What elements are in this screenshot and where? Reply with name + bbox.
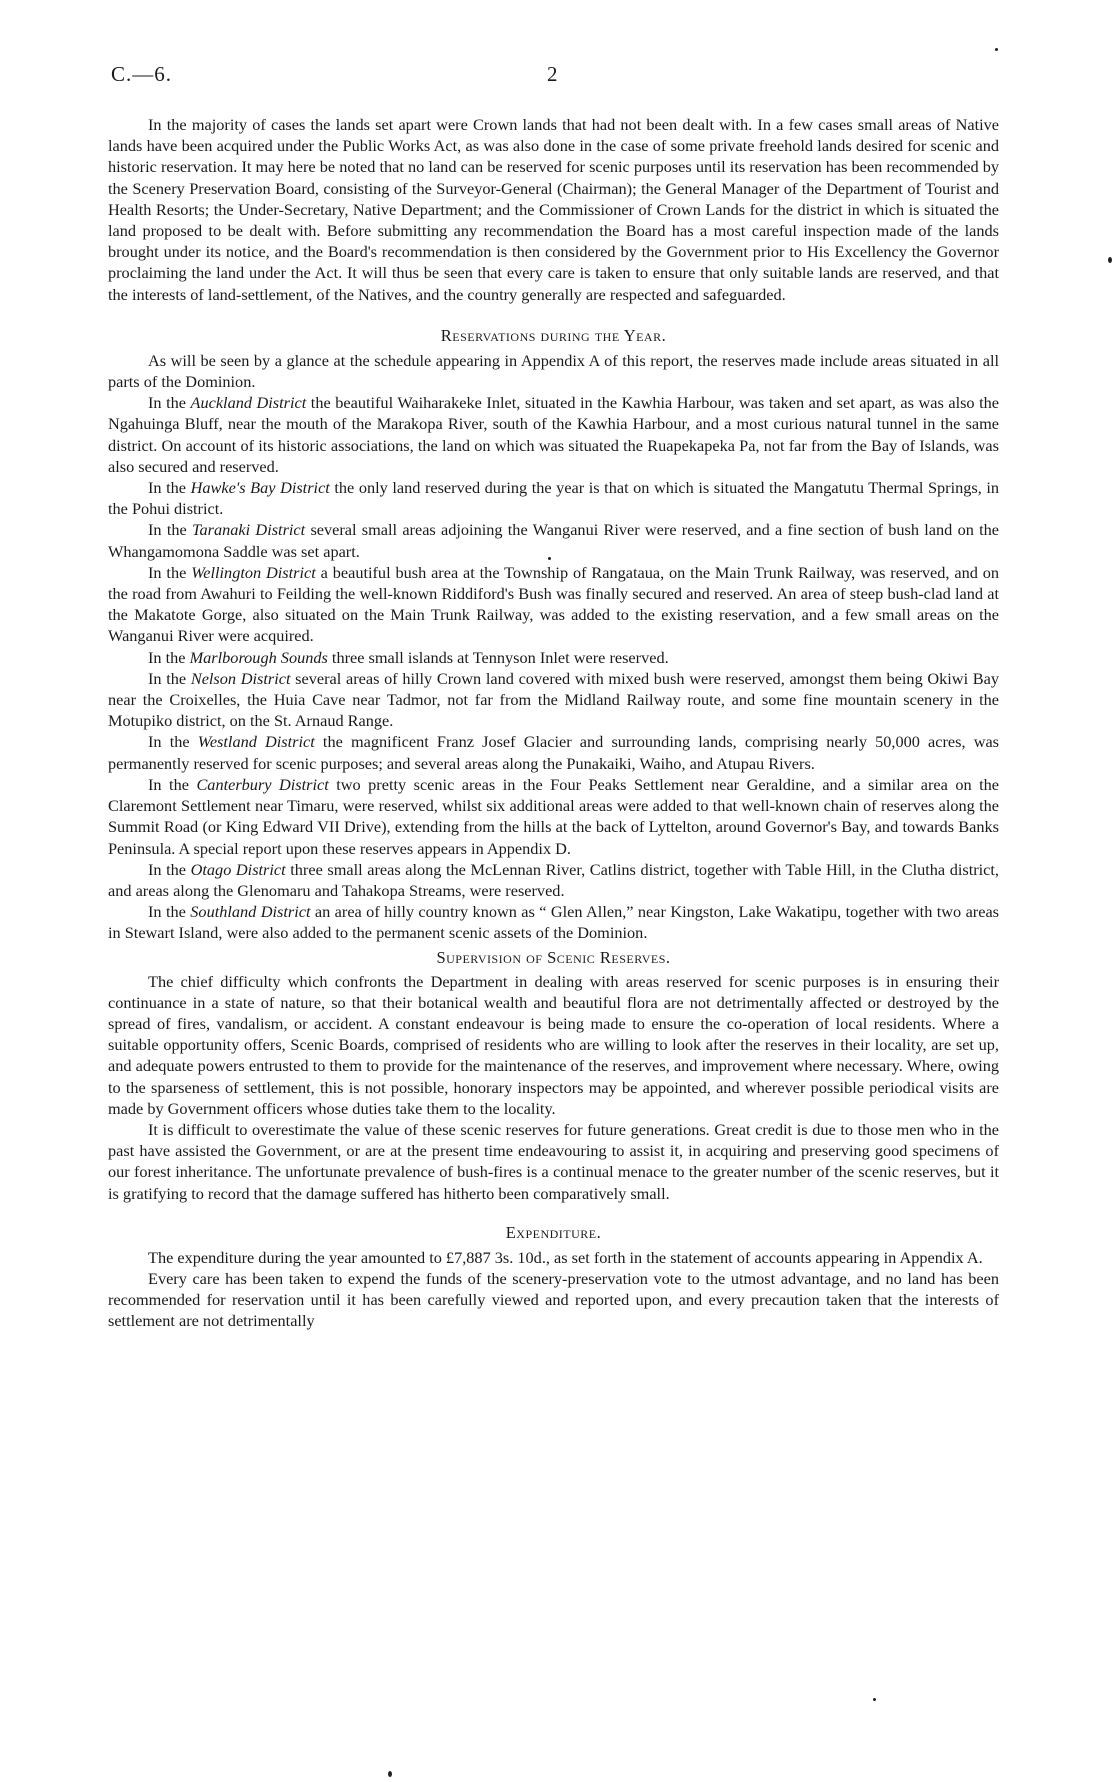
district-name: Auckland District	[190, 393, 307, 413]
page-header	[111, 62, 997, 92]
auckland-paragraph	[108, 392, 999, 477]
paragraph-lead: In the	[148, 668, 191, 688]
paragraph-lead: In the	[148, 393, 191, 413]
paragraph-text: an area of hilly country known as “ Glen Allen,” near Kingston, Lake Wakatipu, together with two areas in Stewart Island, were also added to the permanent scenic assets of the Dominion.	[108, 902, 1000, 943]
wellington-paragraph	[108, 562, 999, 647]
supervision-paragraph-1: The chief difficulty which confronts the Department in dealing with areas reserved for scenic purposes is in ensuring their continuance in a state of nature, so that their botanical wealth and beautiful flora are not detrimentally affected or destroyed by the spread of fires, vandalism, or accident. A constant endeavour is being made to ensure the co-operation of local residents. Where a suitable opportunity offers, Scenic Boards, comprised of residents who are willing to look after the reserves in their locality, are set up, and adequate powers entrusted to them to provide for the maintenance of the reserves, and improvement where necessary. Where, owing to the sparseness of settlement, this is not possible, honorary inspectors may be appointed, and wherever possible periodical visits are made by Government officers whose duties take them to the locality.	[108, 971, 999, 1118]
paragraph-text: three small areas along the McLennan River, Catlins district, together with Table Hill, in the Clutha district, and areas along the Glenomaru and Tahakopa Streams, were reserved.	[108, 859, 1000, 900]
paragraph-text: three small islands at Tennyson Inlet were reserved.	[327, 647, 669, 667]
marlborough-paragraph	[108, 647, 999, 668]
nelson-paragraph	[108, 668, 999, 732]
reservations-intro-paragraph: As will be seen by a glance at the schedule appearing in Appendix A of this report, the reserves made include areas situated in all parts of the Dominion.	[108, 350, 999, 392]
paragraph-text: the beautiful Waiharakeke Inlet, situated in the Kawhia Harbour, was taken and set apart, as was also the Ngahuinga Bluff, near the mouth of the Marakopa River, south of the Kawhia Harbour, and a most curious natural tunnel in the same district. On account of its historic associations, the land on which was situated the Ruapekapeka Pa, not far from the Bay of Islands, was also secured and reserved.	[108, 393, 999, 476]
paragraph-lead: In the	[148, 478, 191, 498]
paragraph-text: the only land reserved during the year is that on which is situated the Mangatutu Thermal Springs, in the Pohui district.	[108, 478, 1000, 519]
scan-speck	[548, 557, 551, 560]
report-code: C.—6.	[111, 62, 173, 86]
page-number: 2	[547, 62, 558, 86]
paragraph-lead: In the	[148, 520, 192, 540]
supervision-paragraph-2: It is difficult to overestimate the value of these scenic reserves for future generations. Great credit is due to those men who in the past have assisted the Government, or are at the present time endeavouring to assist it, in acquiring and preserving good specimens of our forest inheritance. The unfortunate prevalence of bush-fires is a continual menace to the greater number of the scenic reserves, but it is gratifying to record that the damage suffered has hitherto been comparatively small.	[108, 1119, 999, 1203]
paragraph-lead: In the	[148, 562, 192, 582]
paragraph-text: two pretty scenic areas in the Four Peaks Settlement near Geraldine, and a similar area on the Claremont Settlement near Timaru, were reserved, whilst six additional areas were added to that well-known chain of reserves along the Summit Road (or King Edward VII Drive), extending from the hills at the back of Lyttelton, around Governor's Bay, and towards Banks Peninsula. A special report upon these reserves appears in Appendix D.	[108, 774, 1000, 858]
paragraph-text: the magnificent Franz Josef Glacier and surrounding lands, comprising nearly 50,000 acres, was permanently reserved for scenic purposes; and several areas along the Punakaiki, Waiho, and Atupau Rivers.	[108, 732, 1000, 773]
southland-paragraph	[108, 901, 999, 943]
district-name: Westland District	[197, 732, 315, 752]
hawkes-bay-paragraph	[108, 477, 999, 519]
section-heading-reservations: Reservations during the Year.	[440, 325, 667, 345]
district-name: Southland District	[190, 902, 311, 922]
paragraph-lead: In the	[148, 647, 190, 667]
paragraph-text: several small areas adjoining the Wanganui River were reserved, and a fine section of bush land on the Whangamomona Saddle was set apart.	[108, 520, 999, 561]
westland-paragraph	[108, 731, 999, 773]
district-name: Wellington District	[191, 562, 316, 582]
paragraph-lead: In the	[148, 732, 198, 752]
section-heading-expenditure: Expenditure.	[505, 1222, 602, 1242]
scan-speck	[873, 1698, 876, 1701]
expenditure-paragraph-1: The expenditure during the year amounted to £7,887 3s. 10d., as set forth in the statement of accounts appearing in Appendix A.	[148, 1247, 983, 1267]
district-name: Otago District	[190, 859, 286, 879]
district-name: Taranaki District	[191, 520, 306, 540]
page-body	[108, 114, 999, 1332]
section-heading-supervision: Supervision of Scenic Reserves.	[436, 947, 671, 967]
scan-speck	[1108, 257, 1112, 263]
paragraph-lead: In the	[148, 902, 191, 922]
paragraph-lead: In the	[148, 774, 197, 794]
paragraph-text: several areas of hilly Crown land covered with mixed bush were reserved, amongst them being Okiwi Bay near the Croixelles, the Huia Cave near Tadmor, not far from the Midland Railway route, and some fine mountain scenery in the Motupiko district, on the St. Arnaud Range.	[108, 668, 1000, 731]
intro-paragraph: In the majority of cases the lands set apart were Crown lands that had not been dealt with. In a few cases small areas of Native lands have been acquired under the Public Works Act, as was also done in the case of some private freehold lands desired for scenic and historic reservation. It may here be noted that no land can be reserved for scenic purposes until its reservation has been recommended by the Scenery Preservation Board, consisting of the Surveyor-General (Chairman); the General Manager of the Department of Tourist and Health Resorts; the Under-Secretary, Native Department; and the Commissioner of Crown Lands for the district in which is situated the land proposed to be dealt with. Before submitting any recommendation the Board has a most careful inspection made of the lands brought under its notice, and the Board's recommendation is then considered by the Government prior to His Excellency the Governor proclaiming the land under the Act. It will thus be seen that every care is taken to ensure that only suitable lands are reserved, and that the interests of land-settlement, of the Natives, and the country generally are respected and safeguarded.	[108, 115, 999, 304]
district-name: Marlborough Sounds	[189, 647, 328, 667]
paragraph-lead: In the	[148, 859, 191, 879]
scan-speck	[388, 1771, 392, 1777]
paragraph-text: a beautiful bush area at the Township of Rangataua, on the Main Trunk Railway, was reserved, and on the road from Awahuri to Feilding the well-known Riddiford's Bush was finally secured and reserved. An area of steep bush-clad land at the Makatote Gorge, also situated on the Main Trunk Railway, was added to the existing reservation, and a few small areas on the Wanganui River were acquired.	[108, 562, 1000, 646]
scan-speck	[995, 48, 998, 51]
otago-paragraph	[108, 859, 999, 901]
canterbury-paragraph	[108, 774, 999, 859]
expenditure-paragraph-2: Every care has been taken to expend the funds of the scenery-preservation vote to the utmost advantage, and no land has been recommended for reservation until it has been carefully viewed and reported upon, and every precaution taken that the interests of settlement are not detrimentally	[108, 1268, 999, 1331]
taranaki-paragraph	[108, 519, 999, 561]
district-name: Hawke's Bay District	[190, 478, 330, 498]
district-name: Canterbury District	[196, 774, 329, 794]
district-name: Nelson District	[190, 668, 291, 688]
